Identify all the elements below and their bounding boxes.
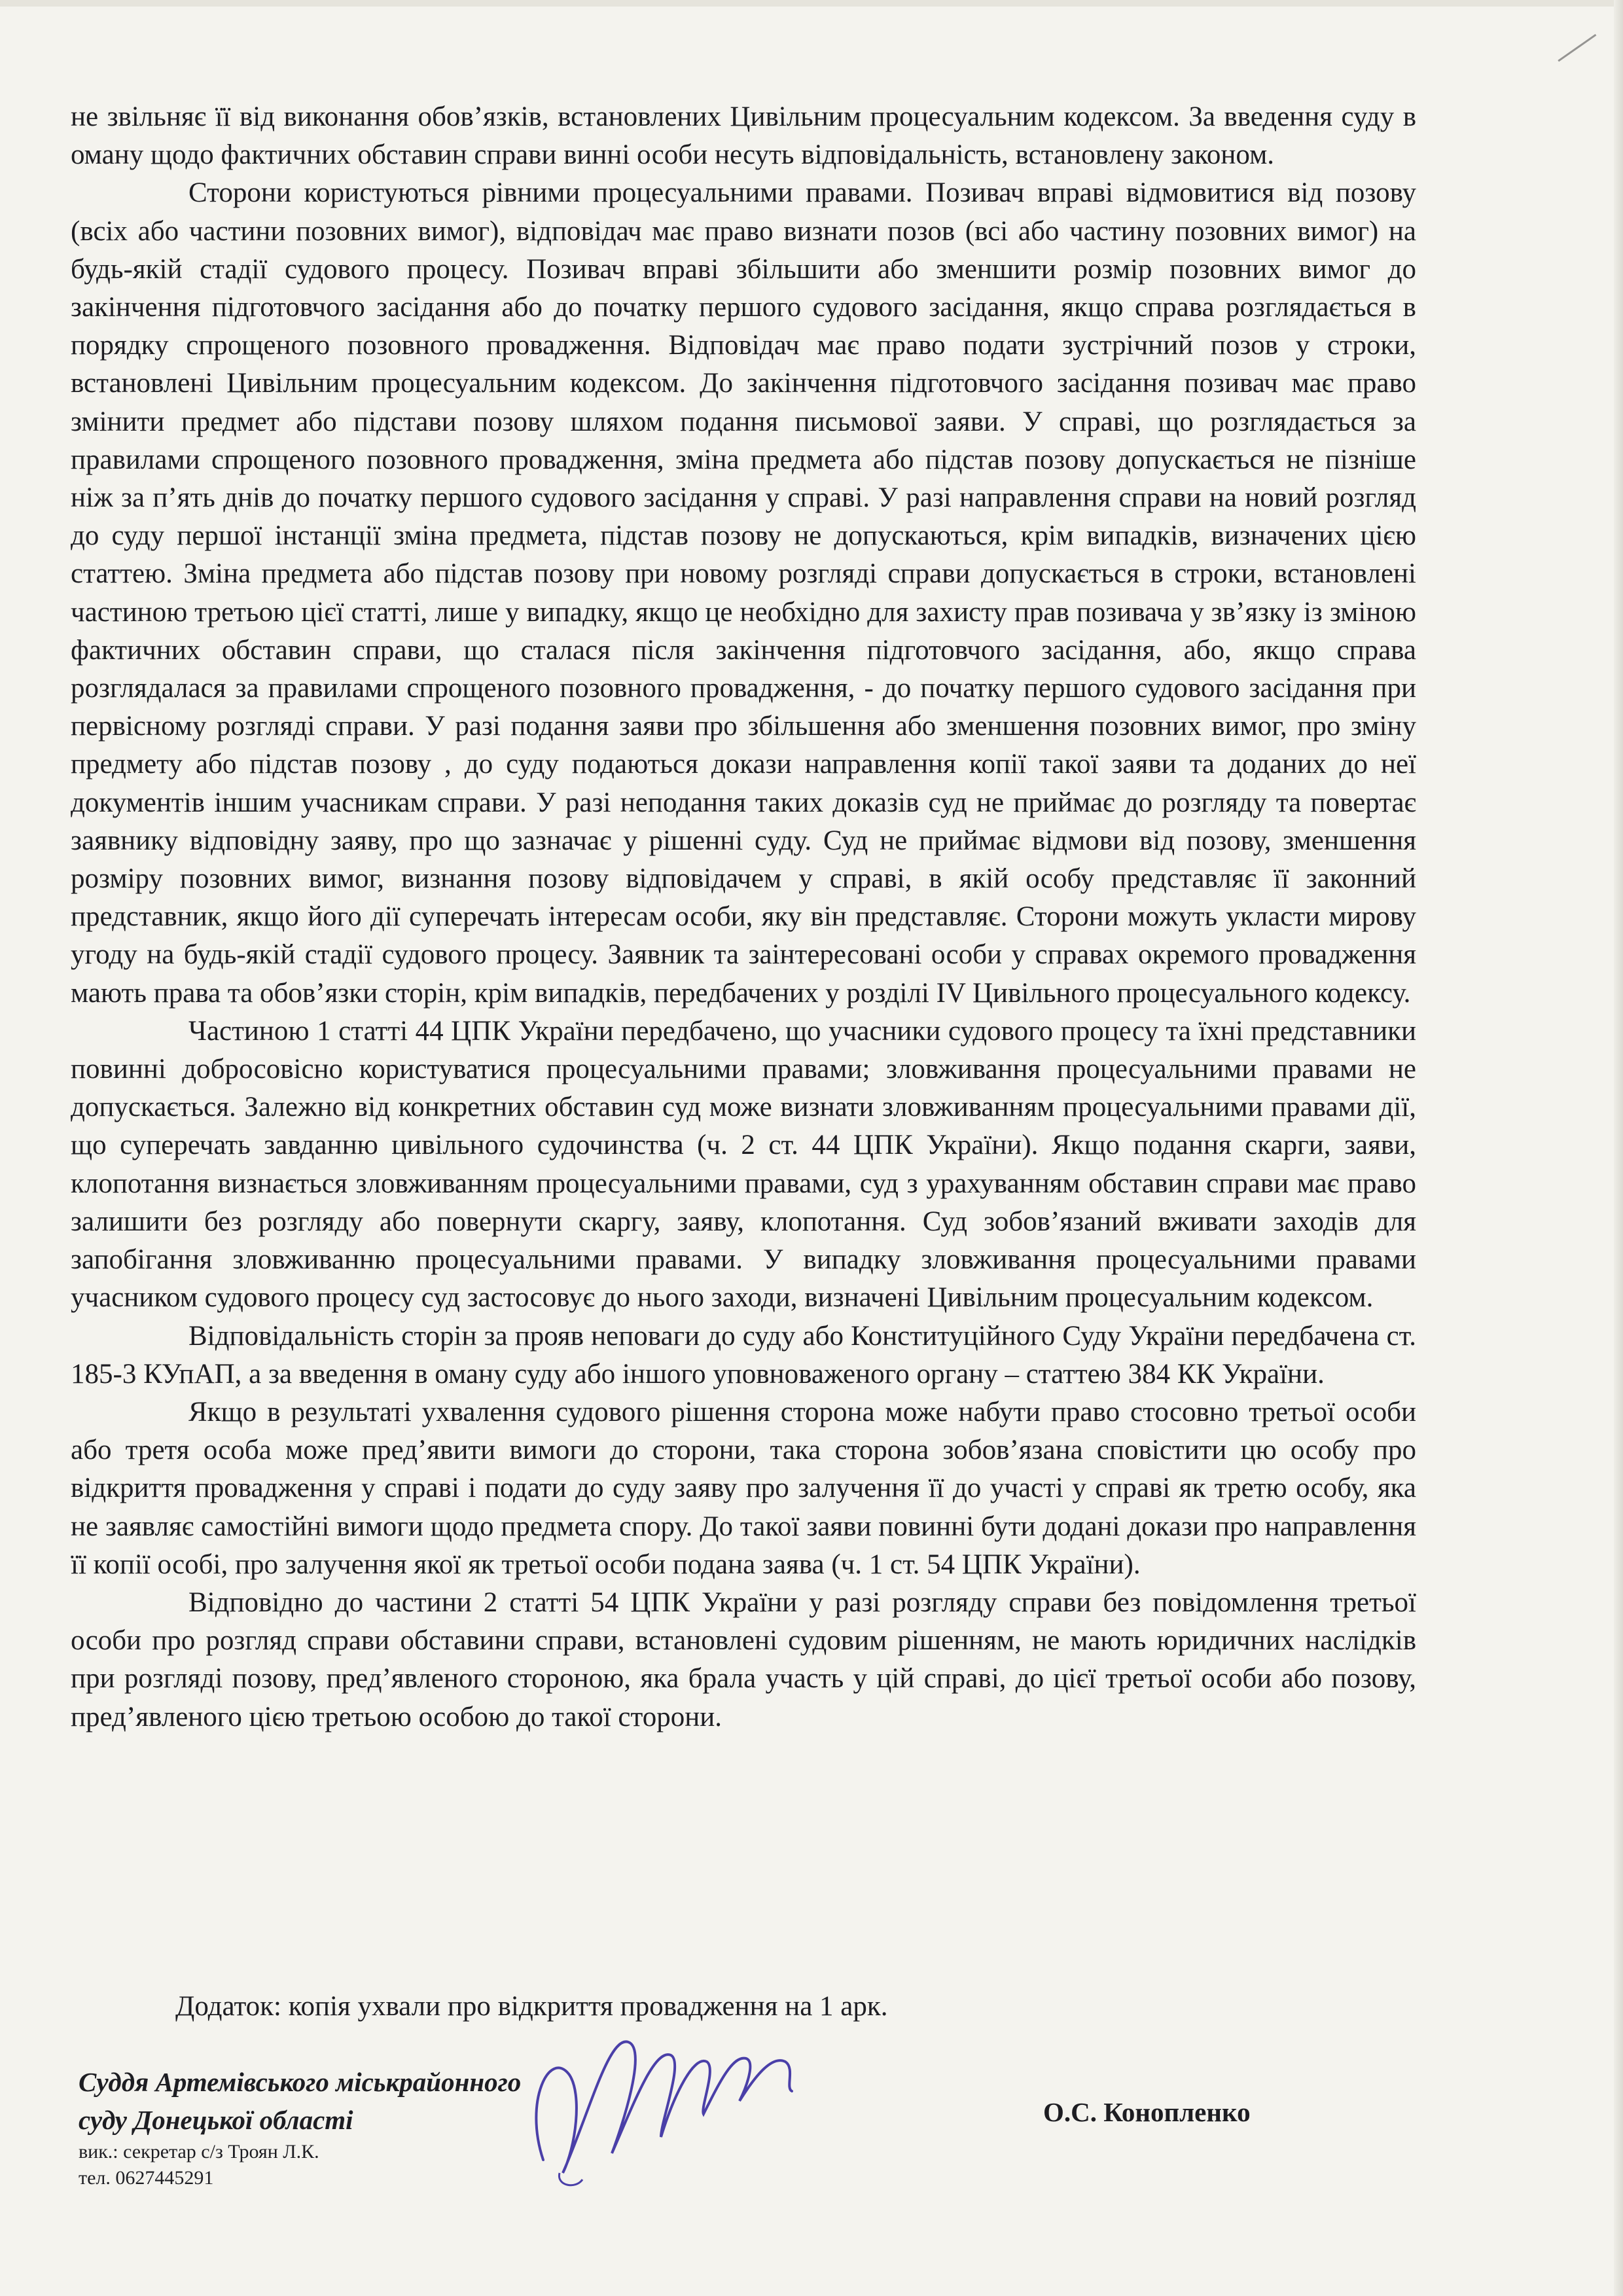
paragraph-abuse-of-rights: Частиною 1 статті 44 ЦПК України передбачено, що учасники судового процесу та їхні представники повинні добросовісно користуватися процесуальними правами; зловживання процесуальними правами не допускається. Залежно від конкретних обставин суд може визнати зловживанням процесуальними правами дії, що суперечать завданню цивільного судочинства (ч. 2 ст. 44 ЦПК України). Якщо подання скарги, заяви, клопотання визнається зловживанням процесуальними правами, суд з урахуванням обставин справи має право залишити без розгляду або повернути скаргу, заяву, клопотання. Суд зобов’язаний вживати заходів для запобігання зловживанню процесуальними правами. У випадку зловживання процесуальними правами учасником судового процесу суд застосовує до нього заходи, визначені Цивільним процесуальним кодексом.: [71, 1015, 1416, 1314]
paragraph-party-rights: Сторони користуються рівними процесуальними правами. Позивач вправі відмовитися від позову (всіх або частини позовних вимог), відповідач має право визнати позов (всі або частину позовних вимог) на будь-якій стадії судового процесу. Позивач вправі збільшити або зменшити розмір позовних вимог до закінчення підготовчого засідання або до початку першого судового засідання, якщо справа розглядається в порядку спрощеного позовного провадження. Відповідач має право подати зустрічний позов у строки, встановлені Цивільним процесуальним кодексом. До закінчення підготовчого засідання позивач має право змінити предмет або підстави позову шляхом подання письмової заяви. У справі, що розглядається за правилами спрощеного позовного провадження, зміна предмета або підстав позову допускається не пізніше ніж за п’ять днів до початку першого судового засідання у справі. У разі направлення справи на новий розгляд до суду першої інстанції зміна предмета, підстав позову не допускаються, крім випадків, визначених цією статтею. Зміна предмета або підстав позову при новому розгляді справи допускається в строки, встановлені частиною третьою цієї статті, лише у випадку, якщо це необхідно для захисту прав позивача у зв’язку із зміною фактичних обставин справи, що сталася після закінчення підготовчого засідання, або, якщо справа розглядалася за правилами спрощеного позовного провадження, - до початку першого судового засідання при первісному розгляді справи. У разі подання заяви про збільшення або зменшення позовних вимог, про зміну предмету або підстав позову , до суду подаються докази направлення копії такої заяви та доданих до неї документів іншим учасникам справи. У разі неподання таких доказів суд не приймає до розгляду та повертає заявнику відповідну заяву, про що зазначає у рішенні суду. Суд не приймає відмови від позову, зменшення розміру позовних вимог, визнання позову відповідачем у справі, в якій особу представляє її законний представник, якщо його дії суперечать інтересам особи, яку він представляє. Сторони можуть укласти мирову угоду на будь-якій стадії судового процесу. Заявник та заінтересовані особи у справах окремого провадження мають права та обов’язки сторін, крім випадків, передбачених у розділі IV Цивільного процесуального кодексу.: [71, 177, 1416, 1009]
handwritten-signature: [497, 1996, 864, 2193]
paragraph-liability: Відповідальність сторін за прояв неповаги до суду або Конституційного Суду України передбачена ст. 185-3 КУпАП, а за введення в оману суду або іншого уповноваженого органу – статтею 384 КК України.: [71, 1320, 1416, 1390]
phone-line: тел. 0627445291: [79, 2167, 214, 2189]
scan-corner-mark: [1558, 34, 1603, 71]
attachment-note: Додаток: копія ухвали про відкриття провадження на 1 арк.: [175, 1991, 888, 2022]
executor-contacts: [79, 2139, 319, 2191]
paragraph-continuation: не звільняє її від виконання обов’язків, встановлених Цивільним процесуальним кодексом. За введення суду в оману щодо фактичних обставин справи винні особи несуть відповідальність, встановлену законом.: [71, 101, 1416, 171]
signature-loop: [559, 2173, 582, 2185]
judge-position-line-1: Суддя Артемівського міськрайонного: [79, 2067, 522, 2097]
signature-stroke: [536, 2041, 792, 2173]
executor-line: вик.: секретар с/з Троян Л.К.: [79, 2141, 319, 2162]
document-body: [71, 98, 1416, 1736]
page-edge-shadow: [1614, 0, 1623, 2296]
judge-position-line-2: суду Донецької області: [79, 2105, 353, 2135]
judge-position: [79, 2063, 521, 2139]
paragraph-third-party-consequences: Відповідно до частини 2 статті 54 ЦПК України у разі розгляду справи без повідомлення третьої особи про розгляд справи обставини справи, встановлені судовим рішенням, не мають юридичних наслідків при розгляді позову, пред’явленого стороною, яка брала участь у цій справі, до цієї третьої особи або позову, пред’явленого цією третьою особою до такої сторони.: [71, 1587, 1416, 1732]
page-edge: [0, 0, 1623, 7]
paragraph-third-party: Якщо в результаті ухвалення судового рішення сторона може набути право стосовно третьої особи або третя особа може пред’явити вимоги до сторони, така сторона зобов’язана сповістити цю особу про відкриття провадження у справі і подати до суду заяву про залучення її до участі у справі як третю особу, яка не заявляє самостійні вимоги щодо предмета спору. До такої заяви повинні бути додані докази про направлення її копії особі, про залучення якої як третьої особи подана заява (ч. 1 ст. 54 ЦПК України).: [71, 1396, 1416, 1580]
judge-name: О.С. Конопленко: [1043, 2097, 1251, 2127]
